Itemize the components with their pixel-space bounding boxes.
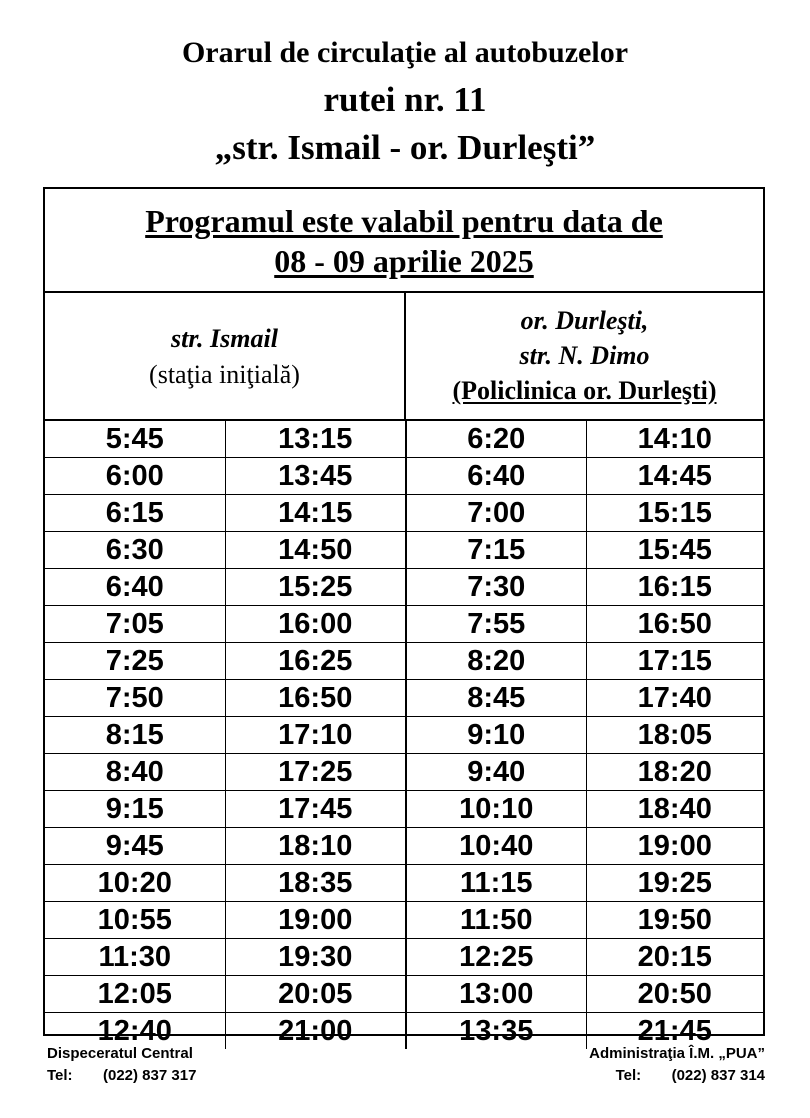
departure-time-durlesti: 9:40 [406, 754, 586, 791]
departure-time-ismail: 6:40 [45, 569, 225, 606]
departure-time-ismail: 7:25 [45, 643, 225, 680]
departure-time-durlesti: 16:50 [586, 606, 763, 643]
title-route-name: „str. Ismail - or. Durleşti” [214, 128, 596, 167]
schedule-row [45, 828, 763, 865]
station-name-ismail: str. Ismail [171, 324, 278, 353]
dispatcher-phone: (022) 837 317 [103, 1067, 197, 1084]
departure-time-ismail: 9:45 [45, 828, 225, 865]
administration-org: Administraţia Î.M. „PUA” [589, 1045, 765, 1062]
schedule-row [45, 569, 763, 606]
departure-time-ismail: 7:05 [45, 606, 225, 643]
validity-line-1: Programul este valabil pentru data de [145, 203, 663, 239]
departure-time-ismail: 12:40 [45, 1013, 225, 1050]
departure-time-durlesti: 15:15 [586, 495, 763, 532]
departure-time-durlesti: 17:40 [586, 680, 763, 717]
schedule-row [45, 865, 763, 902]
departure-time-ismail: 16:25 [225, 643, 406, 680]
departure-time-durlesti: 14:10 [586, 421, 763, 458]
schedule-row [45, 495, 763, 532]
departure-time-ismail: 21:00 [225, 1013, 406, 1050]
departure-time-durlesti: 18:20 [586, 754, 763, 791]
station-header-ismail [45, 291, 406, 419]
station-name-durlesti: or. Durleşti, [520, 306, 649, 335]
departure-time-durlesti: 8:45 [406, 680, 586, 717]
departure-time-durlesti: 13:00 [406, 976, 586, 1013]
station-note-ismail: (staţia iniţială) [149, 360, 300, 389]
departure-time-durlesti: 6:40 [406, 458, 586, 495]
departure-time-durlesti: 15:45 [586, 532, 763, 569]
departure-time-ismail: 11:30 [45, 939, 225, 976]
departure-time-ismail: 16:00 [225, 606, 406, 643]
departure-time-ismail: 10:55 [45, 902, 225, 939]
departure-time-durlesti: 20:50 [586, 976, 763, 1013]
departure-time-ismail: 8:15 [45, 717, 225, 754]
station-note-durlesti: (Policlinica or. Durleşti) [452, 376, 717, 405]
departure-time-ismail: 10:20 [45, 865, 225, 902]
departure-time-ismail: 16:50 [225, 680, 406, 717]
departure-time-durlesti: 19:25 [586, 865, 763, 902]
departure-time-durlesti: 11:50 [406, 902, 586, 939]
station-street-durlesti: str. N. Dimo [519, 341, 650, 370]
validity-date: 08 - 09 aprilie 2025 [274, 243, 534, 279]
footer-right [589, 1043, 765, 1087]
departure-time-ismail: 17:45 [225, 791, 406, 828]
schedule-box [43, 187, 765, 1047]
departure-time-ismail: 13:15 [225, 421, 406, 458]
schedule-row [45, 754, 763, 791]
title-line-1: Orarul de circulaţie al autobuzelor [181, 36, 629, 69]
departure-time-durlesti: 18:40 [586, 791, 763, 828]
departure-time-durlesti: 16:15 [586, 569, 763, 606]
administration-phone: (022) 837 314 [671, 1067, 765, 1084]
departure-time-durlesti: 14:45 [586, 458, 763, 495]
schedule-row [45, 606, 763, 643]
departure-time-ismail: 14:50 [225, 532, 406, 569]
schedule-row [45, 532, 763, 569]
departure-time-ismail: 12:05 [45, 976, 225, 1013]
station-header-durlesti [406, 291, 763, 419]
departure-time-durlesti: 17:15 [586, 643, 763, 680]
departure-time-ismail: 13:45 [225, 458, 406, 495]
departure-time-ismail: 7:50 [45, 680, 225, 717]
departure-time-ismail: 17:25 [225, 754, 406, 791]
departure-time-durlesti: 13:35 [406, 1013, 586, 1050]
departure-times-table [45, 421, 763, 1049]
schedule-row [45, 458, 763, 495]
stations-header [45, 291, 763, 421]
departure-time-durlesti: 18:05 [586, 717, 763, 754]
dispatcher-tel-label: Tel: [47, 1067, 73, 1084]
departure-time-ismail: 15:25 [225, 569, 406, 606]
departure-time-durlesti: 7:55 [406, 606, 586, 643]
departure-time-durlesti: 9:10 [406, 717, 586, 754]
schedule-row [45, 421, 763, 458]
departure-time-ismail: 6:15 [45, 495, 225, 532]
departure-time-ismail: 18:35 [225, 865, 406, 902]
schedule-row [45, 791, 763, 828]
departure-time-ismail: 20:05 [225, 976, 406, 1013]
departure-time-ismail: 6:00 [45, 458, 225, 495]
departure-time-durlesti: 19:00 [586, 828, 763, 865]
departure-time-ismail: 9:15 [45, 791, 225, 828]
departure-time-durlesti: 7:15 [406, 532, 586, 569]
departure-time-ismail: 19:00 [225, 902, 406, 939]
validity-banner [45, 189, 763, 293]
departure-time-ismail: 17:10 [225, 717, 406, 754]
schedule-row [45, 976, 763, 1013]
departure-time-ismail: 5:45 [45, 421, 225, 458]
schedule-row [45, 939, 763, 976]
departure-time-ismail: 19:30 [225, 939, 406, 976]
schedule-row [45, 902, 763, 939]
schedule-row [45, 643, 763, 680]
departure-time-durlesti: 20:15 [586, 939, 763, 976]
title-route-number: rutei nr. 11 [323, 80, 487, 119]
departure-time-durlesti: 21:45 [586, 1013, 763, 1050]
departure-time-durlesti: 12:25 [406, 939, 586, 976]
departure-time-durlesti: 19:50 [586, 902, 763, 939]
departure-time-durlesti: 10:10 [406, 791, 586, 828]
departure-time-durlesti: 7:30 [406, 569, 586, 606]
departure-time-durlesti: 8:20 [406, 643, 586, 680]
footer-left [47, 1043, 196, 1087]
departure-time-ismail: 8:40 [45, 754, 225, 791]
departure-time-durlesti: 6:20 [406, 421, 586, 458]
schedule-row [45, 717, 763, 754]
schedule-row [45, 680, 763, 717]
administration-tel-label: Tel: [615, 1067, 642, 1084]
departure-time-durlesti: 7:00 [406, 495, 586, 532]
dispatcher-org: Dispeceratul Central [47, 1045, 193, 1062]
departure-time-durlesti: 10:40 [406, 828, 586, 865]
departure-time-ismail: 6:30 [45, 532, 225, 569]
departure-time-ismail: 18:10 [225, 828, 406, 865]
departure-time-ismail: 14:15 [225, 495, 406, 532]
departure-time-durlesti: 11:15 [406, 865, 586, 902]
